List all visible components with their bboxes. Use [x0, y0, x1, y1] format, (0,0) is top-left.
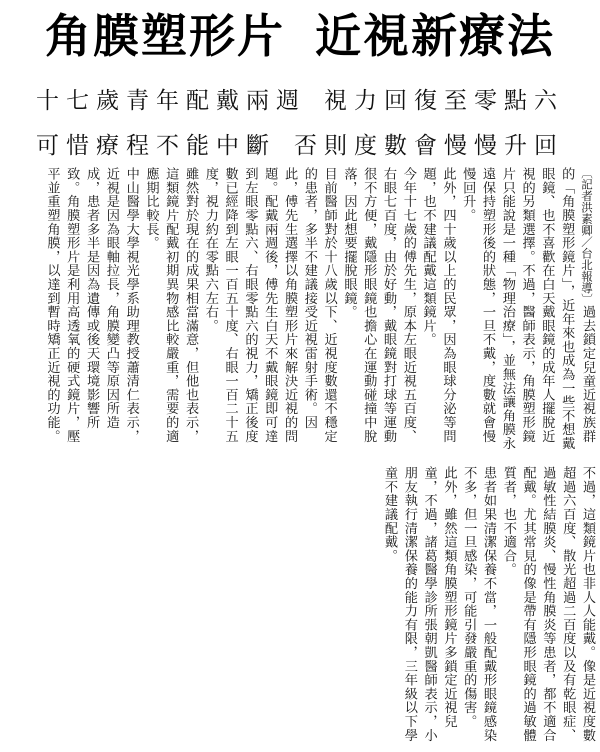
article-paragraph: 不過，這類鏡片也非人人能戴。像是近視度數超過六百度、散光超過二百度以及有乾眼症、過敏性結膜炎、慢性角膜炎等患者，都不適合配戴。尤其常見的像是帶有隱形眼鏡的過敏體質者，也不適合。 — [500, 466, 595, 742]
subheadline-2-part-1: 可惜療程不能中斷 — [36, 133, 276, 159]
article-subheadline-2 — [0, 127, 600, 160]
paragraph-text: 過去鎖定兒童近視族群的「角膜塑形鏡片」，近年來也成為一些不想戴眼鏡、也不喜歡在白天戴眼鏡的成年人擺脫近視的另類選擇。不過，醫師表示，角膜塑形鏡片只能說是一種「物理治療」，並無法讓角膜永遠保持塑形後的狀態，一旦不戴，度數就會慢慢回升。 — [460, 167, 595, 451]
subheadline-2-part-2: 否則度數會慢慢升回 — [294, 133, 564, 159]
article-paragraph: 此外，四十歲以上的民眾，因為眼球分泌等問題，也不建議配戴這類鏡片。 — [420, 167, 456, 443]
headline-part-1: 角膜塑形片 — [45, 9, 285, 63]
article-paragraph: 此外，雖然這類角膜塑形鏡片多鎖定近視兒童，不過，諸葛醫學診所張朝凱醫師表示，小朋友執行清潔保養的能力有限，三年級以下學童不建議配戴。 — [382, 466, 457, 742]
article-body — [3, 167, 597, 742]
article-byline: 〔記者洪素卿／台北報導〕 — [580, 167, 594, 305]
article-paragraph: 目前醫師對於十八歲以下、近視度數還不穩定的患者，多半不建議接受近視雷射手術。因此，傅先生選擇以角膜塑形片來解決近視的問題。配戴兩週後，傅先生白天不戴眼鏡即可達到左眼零點六、右眼零點六的視力，矯正後度數已經降到左眼一百五十度、右眼一百二十五度，視力約在零點六左右。 — [202, 167, 337, 443]
article-paragraph: 患者如果清潔保養不當，一般配戴形眼鏡感染不多，但一旦感染，可能引發嚴重的傷害。 — [461, 466, 497, 742]
article-paragraph — [457, 167, 597, 453]
article-paragraph: 中山醫學大學視光學系助理教授蕭清仁表示，近視是因為眼軸拉長，角膜變凸等原因所造成，患者多半是因為遺傳或後天環境影響所致。角膜塑形片是利用高透氧的硬式鏡片，壓平並重塑角膜，以達到暫時矯正近視的功能。 — [44, 167, 139, 443]
article-paragraph: 今年十七歲的傅先生，原本左眼近視五百度、右眼七百度，由於好動，戴眼鏡對打球等運動很不方便，戴隱形眼鏡也擔心在運動碰撞中脫落，因此想要擺脫眼鏡。 — [341, 167, 416, 443]
subheadline-1-part-2: 視力回復至零點六 — [324, 88, 564, 114]
headline-part-2: 近視新療法 — [315, 9, 555, 63]
article-subheadline-1 — [0, 82, 600, 115]
article-paragraph: 雖然對於現在的成果相當滿意，但他也表示，這類鏡片配戴初期異物感比較嚴重，需要的適應期比較長。 — [143, 167, 199, 443]
article-headline — [0, 2, 600, 64]
subheadline-1-part-1: 十七歲青年配戴兩週 — [36, 88, 306, 114]
